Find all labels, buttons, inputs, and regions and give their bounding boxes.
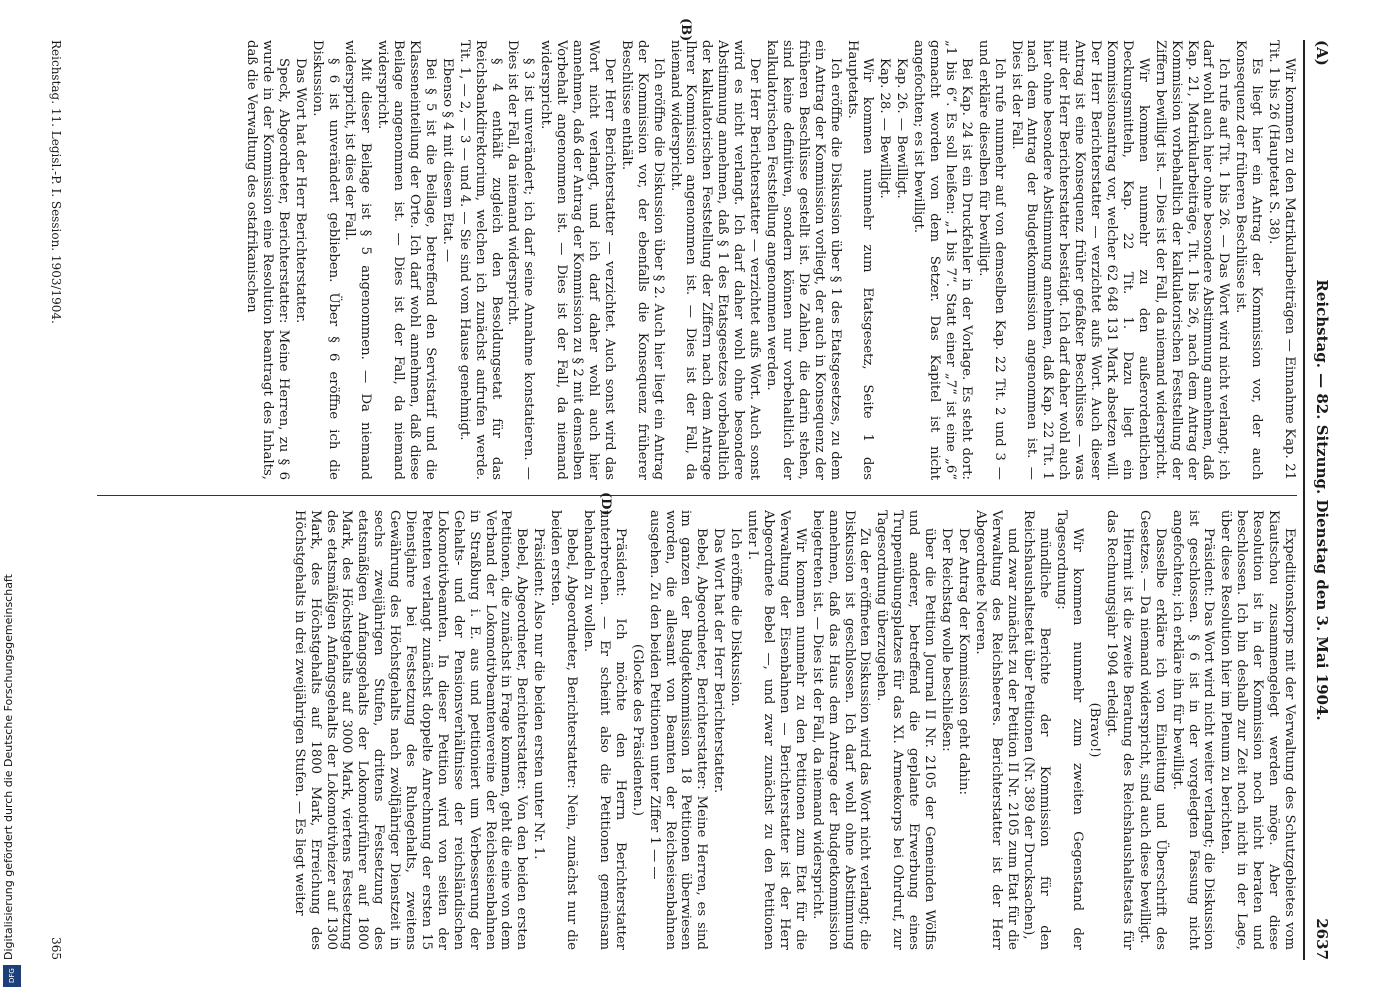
- paragraph: Wir kommen zu den Matrikularbeiträgen — Einnahme Kap. 21 Tit. 1 bis 26 (Hauptetat S. 38).: [1266, 40, 1297, 480]
- page-footer: [33, 40, 63, 960]
- paragraph: Mit dieser Beilage ist § 5 angenommen. — Da niemand widerspricht, ist dies der Fall.: [342, 40, 374, 480]
- paragraph: Präsident: Ich möchte den Herrn Berichterstatter unterbrechen. — Er scheint also die Petitionen gemeinsam behandeln zu wollen.: [581, 510, 628, 950]
- right-column: [67, 510, 1297, 950]
- paragraph: Der Herr Berichterstatter — verzichtet aufs Wort. Auch sonst wird es nicht verlangt. Ich darf daher wohl ohne besondere Abstimmung annehmen, daß § 1 des Etatsgesetzes vorbehaltlich der kalkulatorischen Feststellung der Ziffern nach dem Antrage Ihrer Kommission angenommen ist. — Dies ist der Fall, da niemand widerspricht.: [667, 40, 763, 480]
- paragraph: Der Herr Berichterstatter — verzichtet. Auch sonst wird das Wort nicht verlangt, und ich darf daher wohl auch hier annehmen, daß der Antrag der Kommission zu § 2 mit demselben Vorbehalt angenommen ist. — Dies ist der Fall, da niemand widerspricht.: [538, 40, 617, 480]
- paragraph: Wir kommen nunmehr zum zweiten Gegenstand der Tagesordnung:: [1054, 510, 1086, 950]
- paragraph: § 4 enthält zugleich den Besoldungsetat für das Reichsbankdirektorium, welchen ich zunächst aufrufen werde. Tit. 1, — 2, — 3 — und 4. — Sie sind vom Hause genehmigt.: [456, 40, 504, 480]
- paragraph: Wir kommen nunmehr zum Etatsgesetz, Seite 1 des Hauptetats.: [844, 40, 876, 480]
- margin-mark-a: (A): [1313, 40, 1331, 66]
- paragraph: Kap. 28. — Bewilligt.: [877, 58, 893, 199]
- paragraph: Ich eröffne die Diskussion.: [728, 528, 744, 707]
- page-header: [1307, 40, 1333, 960]
- paragraph: Der Reichstag wolle beschließen:: [938, 528, 954, 752]
- paragraph: Präsident: Das Wort wird nicht weiter verlangt; die Diskussion ist geschlossen. § 6 ist in der vorgelegten Fassung nicht angefochten; ich erkläre ihn für bewilligt.: [1169, 510, 1217, 950]
- paragraph: Wir kommen nunmehr zu den außerordentlichen Deckungsmitteln, Kap. 22 Tit. 1. Dazu liegt ein Kommissionsantrag vor, welcher 62 648 131 Mark absetzen will. Der Herr Berichterstatter — verzichtet aufs Wort. Auch dieser Antrag ist eine Konsequenz früher gefaßter Beschlüsse — was mir der Herr Berichterstatter bestätigt. Ich darf daher wohl auch hier ohne besondere Abstimmung annehmen, daß Kap. 22 Tit. 1 nach dem Antrag der Budgetkommission angenommen ist. — Dies ist der Fall.: [1008, 40, 1151, 480]
- left-column: [67, 40, 1297, 480]
- footer-page-number: 365: [49, 937, 63, 960]
- paragraph: Hiermit ist die zweite Beratung des Reichshaushaltsetats für das Rechnungsjahr 1904 erledigt.: [1104, 510, 1135, 950]
- paragraph: § 3 ist unverändert; ich darf seine Annahme konstatieren. — Dies ist der Fall, da niemand widerspricht.: [505, 40, 537, 480]
- paragraph: (Bravo!): [1087, 702, 1103, 758]
- paragraph: Ich eröffne die Diskussion über § 1 des Etatsgesetzes, zu dem ein Antrag der Kommission vorliegt, der auch in Konsequenz der früheren Beschlüsse gestellt ist. Die Zahlen, die darin stehen, sind keine definitiven, sondern können nur vorbehaltlich der kalkulatorischen Feststellung angenommen werden.: [764, 40, 843, 480]
- paragraph: Speck, Abgeordneter, Berichterstatter: Meine Herren, zu § 6 wurde in der Kommission eine Resolution beantragt des Inhalts, daß die Verwaltung des ostafrikanischen: [244, 40, 291, 480]
- paragraph: (Glocke des Präsidenten.): [629, 643, 645, 817]
- paragraph: Expeditionskorps mit der Verwaltung des Schutzgebietes vom Kiautschou zusammengelegt werden möge. Aber diese Resolution ist in der Kommission noch nicht beraten und beschlossen. Ich bin deshalb zur Zeit noch nicht in der Lage, über diese Resolution hier im Plenum zu berichten.: [1218, 510, 1297, 950]
- paragraph: § 6 ist unverändert geblieben. Über § 6 eröffne ich die Diskussion.: [309, 40, 341, 480]
- paragraph: über die Petition Journal II Nr. 2105 der Gemeinden Wölfis und anderer, betreffend die geplante Erwerbung eines Truppenübungsplatzes für das XI. Armeekorps bei Ohrdruf, zur Tagesordnung überzugehen.: [874, 510, 938, 950]
- funding-strip: [0, 60, 24, 995]
- dfg-logo-icon: DFG: [3, 965, 21, 987]
- funding-text: Digitalisierung gefördert durch die Deutsche Forschungsgemeinschaft: [2, 574, 15, 960]
- paragraph: Bei Kap. 24 ist ein Druckfehler in der Vorlage. Es steht dort: „1 bis 6“. Es soll heißen: „1 bis 7“. Statt einer „7“ ist eine „6“ gemacht worden von dem Setzer. Das Kapitel ist nicht angefochten; es ist bewilligt.: [911, 40, 974, 480]
- paragraph: Bei § 5 ist die Beilage, betreffend den Servistarif und die Klasseneinteilung der Orte. Ich darf wohl annehmen, daß diese Beilage angenommen ist. — Dies ist der Fall, da niemand widerspricht.: [375, 40, 438, 480]
- margin-mark-d: (D): [598, 492, 613, 516]
- paragraph: Bebel, Abgeordneter, Berichterstatter: Von den beiden ersten Petitionen, die zunächst in Frage kommen, geht die eine von dem Verband der Lokomotivbeamtenvereine der Reichseisenbahnen in Straßburg i. E. aus und petitioniert um Verbesserung der Gehalts- und der Pensionsverhältnisse der reichsländischen Lokomotivbeamten. In dieser Petition wird von seiten der Petenten verlangt zunächst doppelte Anrechnung der ersten 15 Dienstjahre bei Festsetzung des Ruhegehalts, zweitens Gewährung des Höchstgehalts nach zwölfjähriger Dienstzeit in sechs zweijährigen Stufen, drittens Festsetzung des etatsmäßigen Anfangsgehalts der Lokomotivführer auf 1800 Mark, des Höchstgehalts auf 3000 Mark, viertens Festsetzung des etatsmäßigen Anfangsgehalts der Lokomotivheizer auf 1300 Mark, des Höchstgehalts auf 1800 Mark, Erreichung des Höchstgehalts in drei zweijährigen Stufen. — Es liegt weiter: [291, 510, 530, 950]
- paragraph: Präsident: Also nur die beiden ersten unter Nr. 1.: [531, 528, 547, 860]
- margin-mark-b: (B): [678, 18, 693, 42]
- page-number: 2637: [1313, 918, 1331, 960]
- paragraph: Der Antrag der Kommission geht dahin:: [955, 528, 971, 795]
- column-divider: [97, 495, 1297, 496]
- paragraph: und zwar zunächst zu der Petition II Nr. 2105 zum Etat für die Verwaltung des Reichsheeres. Berichterstatter ist der Herr Abgeordnete Noeren.: [972, 510, 1020, 950]
- paragraph: mündliche Berichte der Kommission für den Reichshaushaltsetat über Petitionen (Nr. 389 der Drucksachen),: [1021, 510, 1053, 950]
- paragraph: Es liegt hier ein Antrag der Kommission vor, der auch Konsequenz der früheren Beschlüsse ist.: [1233, 40, 1265, 480]
- paragraph: Kap. 26. — Bewilligt.: [894, 58, 910, 199]
- paragraph: Bebel, Abgeordneter, Berichterstatter: Nein, zunächst nur die beiden ersten.: [548, 510, 580, 950]
- paragraph: Bebel, Abgeordneter, Berichterstatter: Meine Herren, es sind im ganzen der Budgetkommission 18 Petitionen überwiesen worden, die allesamt von Beamten der Reichseisenbahnen ausgehen. Zu den beiden Petitionen unter Ziffer 1 — —: [646, 510, 710, 950]
- paragraph: Das Wort hat der Herr Berichterstatter.: [711, 528, 727, 794]
- paragraph: Ich eröffne die Diskussion über § 2. Auch hier liegt ein Antrag der Kommission vor, der ebenfalls die Konsequenz früherer Beschlüsse enthält.: [618, 40, 666, 480]
- paragraph: Dasselbe erkläre ich von Einleitung und Überschrift des Gesetzes. — Da niemand widerspricht, sind auch diese bewilligt.: [1136, 510, 1168, 950]
- paragraph: Ich rufe nunmehr auf von demselben Kap. 22 Tit. 2 und 3 — und erkläre dieselben für bewilligt.: [975, 40, 1007, 480]
- paragraph: Das Wort hat der Herr Berichterstatter.: [292, 58, 308, 324]
- footer-source: Reichstag. 11. Legisl.-P. I. Session. 1903/1904.: [49, 40, 63, 324]
- rotated-page: [23, 18, 1333, 960]
- paragraph: Ebenso § 4 mit diesem Etat. —: [439, 58, 455, 263]
- paragraph: Zu der eröffneten Diskussion wird das Wort nicht verlangt; die Diskussion ist geschlossen. Ich darf wohl ohne Abstimmung annehmen, daß das Haus dem Antrage der Budgetkommission beigetreten ist. — Dies ist der Fall, da niemand widerspricht.: [809, 510, 873, 950]
- page-title: Reichstag. — 82. Sitzung. Dienstag den 3. Mai 1904.: [1313, 279, 1331, 721]
- paragraph: Ich rufe auf Tit. 1 bis 26. — Das Wort wird nicht verlangt; ich darf wohl auch hier ohne besondere Abstimmung annehmen, daß Kap. 21, Matrikularbeiträge, Tit. 1 bis 26, nach dem Antrag der Kommission vorbehaltlich der kalkulatorischen Feststellung der Ziffern bewilligt ist. — Dies ist der Fall, da niemand widerspricht.: [1152, 40, 1232, 480]
- header-rule: [1303, 40, 1305, 960]
- paragraph: Wir kommen nunmehr zu den Petitionen zum Etat für die Verwaltung der Eisenbahnen — Berichterstatter ist der Herr Abgeordnete Bebel —, und zwar zunächst zu den Petitionen unter I.: [745, 510, 808, 950]
